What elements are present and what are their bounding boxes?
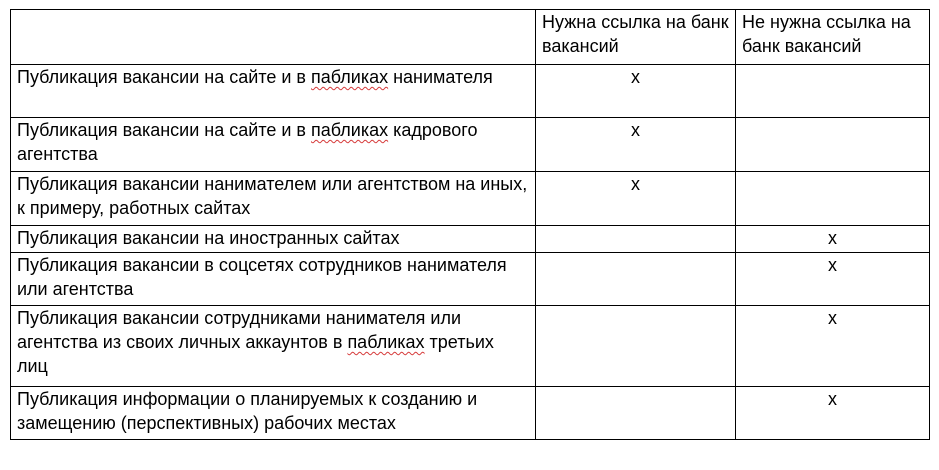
cell-link-needed: x — [536, 172, 736, 226]
row-description: Публикация информации о планируемых к созданию и замещению (перспективных) рабочих местах — [11, 387, 536, 440]
cell-link-not-needed: x — [736, 226, 930, 253]
header-cell-link-needed: Нужна ссылка на банк вакансий — [536, 10, 736, 65]
row-description: Публикация вакансии на иностранных сайтах — [11, 226, 536, 253]
cell-link-not-needed: x — [736, 253, 930, 306]
header-cell-link-not-needed: Не нужна ссылка на банк вакансий — [736, 10, 930, 65]
table-row — [11, 226, 930, 253]
spellcheck-word: пабликах — [311, 67, 389, 87]
table-row — [11, 172, 930, 226]
cell-link-not-needed: x — [736, 387, 930, 440]
cell-link-needed — [536, 306, 736, 387]
cell-link-needed: x — [536, 118, 736, 172]
header-cell-empty — [11, 10, 536, 65]
table-row — [11, 253, 930, 306]
cell-link-not-needed — [736, 118, 930, 172]
cell-link-needed — [536, 387, 736, 440]
cell-link-not-needed: x — [736, 306, 930, 387]
table-row — [11, 65, 930, 118]
table-header-row — [11, 10, 930, 65]
spellcheck-word: пабликах — [347, 332, 425, 352]
table-row — [11, 387, 930, 440]
table-row — [11, 118, 930, 172]
row-description: Публикация вакансии на сайте и в пабликах нанимателя — [11, 65, 536, 118]
spellcheck-word: пабликах — [311, 120, 389, 140]
row-description: Публикация вакансии на сайте и в пабликах кадрового агентства — [11, 118, 536, 172]
row-description: Публикация вакансии сотрудниками нанимателя или агентства из своих личных аккаунтов в пабликах третьих лиц — [11, 306, 536, 387]
requirements-table — [10, 9, 930, 440]
table-row — [11, 306, 930, 387]
cell-link-needed — [536, 226, 736, 253]
row-description: Публикация вакансии нанимателем или агентством на иных, к примеру, работных сайтах — [11, 172, 536, 226]
cell-link-not-needed — [736, 65, 930, 118]
row-description: Публикация вакансии в соцсетях сотрудников нанимателя или агентства — [11, 253, 536, 306]
cell-link-not-needed — [736, 172, 930, 226]
cell-link-needed: x — [536, 65, 736, 118]
cell-link-needed — [536, 253, 736, 306]
